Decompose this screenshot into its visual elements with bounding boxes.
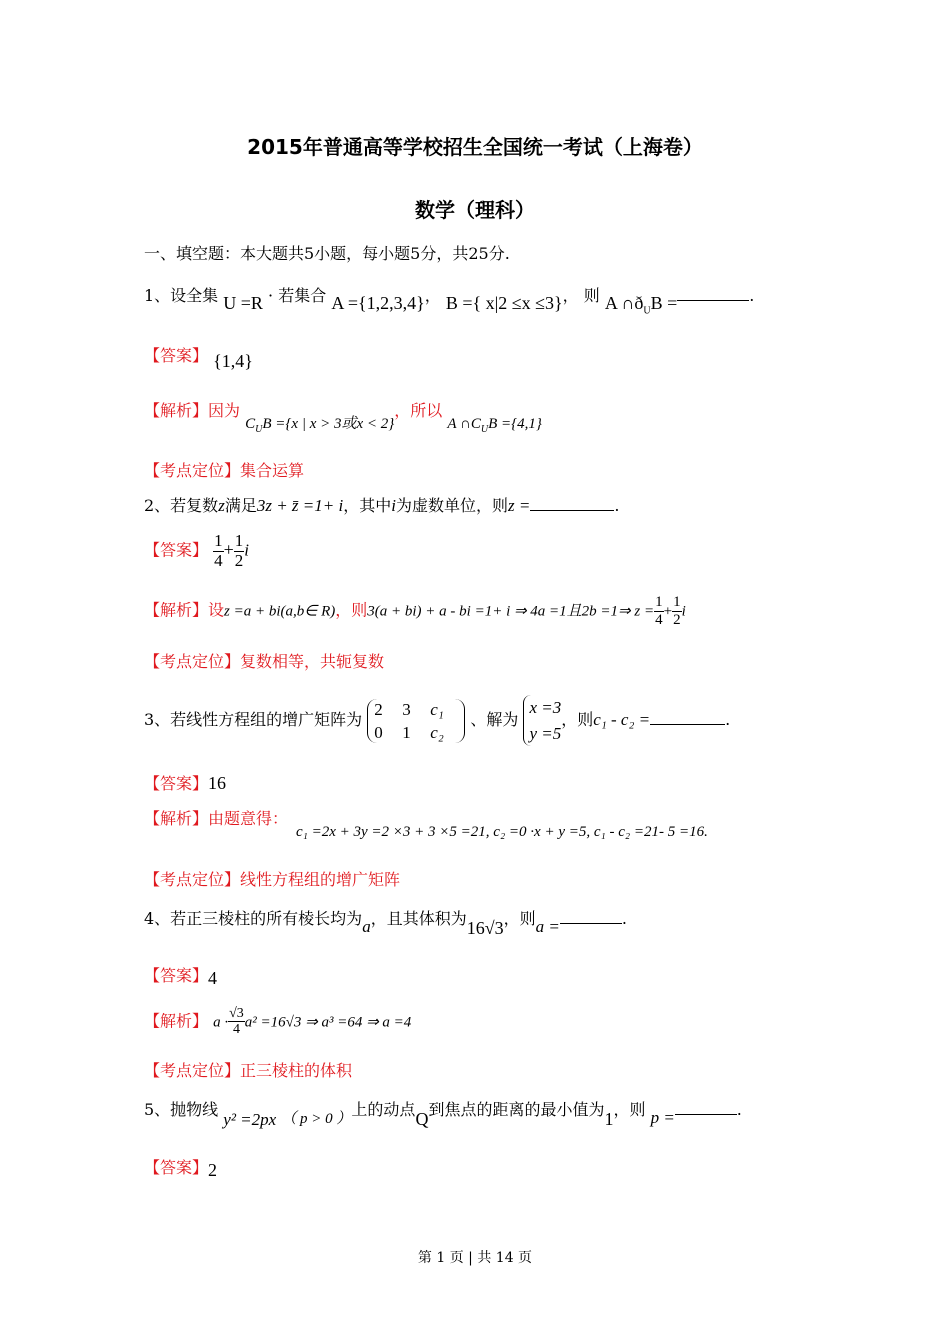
q1-math: B ={ x|2 ≤x ≤3} (445, 293, 563, 313)
fraction-numerator: 1 (234, 531, 244, 550)
topic-label: 【考点定位】 (144, 461, 241, 480)
question-1: 1、设全集 U =R · 若集合 A ={1,2,3,4}， B ={ x|2 ≤x ≤3}， 则 A $\cap ð_UB$ = . (144, 286, 755, 317)
matrix-cell: 0 (374, 722, 383, 742)
topic-text: 正三棱柱的体积 (240, 1061, 353, 1080)
analysis-math: B ={x | x > 3或x < 2} (262, 416, 395, 432)
answer-label: 【答案】 (144, 540, 209, 560)
q5-text: 到焦点的距离的最小值为 (428, 1100, 605, 1119)
fraction-denominator: 4 (655, 611, 663, 628)
analysis-math: z =a + bi(a,b∈ R) (224, 603, 336, 620)
q5-text: 5、抛物线 (144, 1100, 219, 1119)
question-5: 5、抛物线 y² =2px （ p > 0 ）上的动点Q到焦点的距离的最小值为1，则 p = . (144, 1100, 742, 1129)
q2-text: ，其中 (343, 496, 392, 515)
answer-math: i (244, 540, 249, 560)
analysis-label: 【解析】 (144, 1011, 209, 1031)
topic-label: 【考点定位】 (144, 1061, 241, 1080)
q3-math: c₁ - c₂ = (593, 710, 651, 729)
equation: x =3 (529, 698, 562, 717)
answer-value: 16 (208, 773, 227, 793)
q4-math: a = (535, 917, 560, 936)
q1-math: A ∩ð (604, 293, 644, 313)
topic-text: 线性方程组的增广矩阵 (240, 870, 401, 889)
page-subtitle: 数学（理科） (415, 198, 535, 222)
analysis-text: 由题意得： (208, 809, 289, 828)
q1-topic (144, 463, 304, 479)
q5-math: Q (415, 1109, 429, 1129)
augmented-matrix (367, 699, 465, 743)
q1-text: 则 (583, 286, 600, 305)
analysis-math: A ∩C (447, 416, 481, 432)
q2-text: 2、若复数 (144, 496, 219, 515)
topic-label: 【考点定位】 (144, 870, 241, 889)
q3-analysis (144, 811, 288, 827)
fraction-numerator: 1 (214, 531, 223, 550)
section-heading: 一、填空题：本大题共5小题，每小题5分，共25分. (144, 244, 510, 263)
q3-text: ，则 (561, 710, 594, 729)
q2-math: z (218, 496, 225, 515)
fraction-numerator: 1 (673, 594, 681, 610)
answer-label: 【答案】 (144, 774, 209, 793)
q3-text: 3、若线性方程组的增广矩阵为 (144, 710, 363, 729)
q5-math: （ p > 0 ） (281, 1111, 352, 1127)
answer-value: 4 (208, 968, 218, 988)
q4-topic (144, 1063, 352, 1079)
q3-blank (650, 724, 725, 725)
question-2: 2、若复数z满足3z + z̄ =1+ i，其中i为虚数单位，则z = . (144, 496, 620, 515)
analysis-math: c₁ =2x + 3y =2 ×3 + 3 ×5 =21, c₂ =0 ·x + y =5, c₁ - c₂ =21- 5 =16. (296, 824, 708, 840)
question-4: 4、若正三棱柱的所有棱长均为a，且其体积为16√3，则a = . (144, 909, 627, 938)
q4-math: a (362, 917, 371, 936)
analysis-sub: U (480, 424, 489, 435)
q5-answer (144, 1158, 218, 1180)
topic-text: 集合运算 (240, 461, 305, 480)
q3-topic (144, 872, 400, 888)
q5-math: p = (650, 1108, 675, 1127)
q3-text: 、解为 (470, 710, 519, 729)
answer-label: 【答案】 (144, 346, 209, 365)
q3-answer (144, 774, 226, 792)
answer-value: 2 (208, 1160, 218, 1180)
q1-text: 若集合 (278, 286, 327, 305)
fraction-denominator: 4 (214, 550, 223, 570)
analysis-text: ，则 (335, 600, 368, 620)
topic-text: 复数相等，共轭复数 (240, 652, 385, 671)
q5-math: y² =2px (223, 1110, 277, 1129)
q1-answer (144, 346, 253, 371)
fraction-denominator: 4 (232, 1022, 240, 1038)
q4-math: 16√3 (466, 918, 504, 938)
q4-answer (144, 966, 218, 988)
q2-analysis (144, 594, 686, 628)
analysis-math: a² =16√3 ⇒ a³ =64 ⇒ a =4 (244, 1014, 412, 1031)
q2-text: 满足 (224, 496, 257, 515)
q1-analysis (144, 401, 542, 435)
analysis-label: 【解析】 (144, 809, 209, 828)
matrix-cell: 3 (402, 699, 411, 719)
analysis-math: 3(a + bi) + a - bi =1+ i ⇒ 4a =1且2b =1⇒ z = (367, 603, 655, 620)
fraction-denominator: 2 (673, 611, 681, 628)
fraction-numerator: 1 (655, 594, 663, 610)
answer-value: {1,4} (213, 351, 253, 371)
q4-text: 4、若正三棱柱的所有棱长均为 (144, 909, 363, 928)
page-title: 2015年普通高等学校招生全国统一考试（上海卷） (247, 135, 703, 159)
analysis-math: + (663, 603, 673, 620)
q1-text: 1、设全集 (144, 286, 219, 305)
equation: y =5 (529, 723, 562, 743)
q1-math: A ={1,2,3,4} (331, 293, 425, 313)
q4-text: ，且其体积为 (370, 909, 467, 928)
analysis-math: i (681, 603, 686, 620)
fraction-numerator: √3 (229, 1006, 244, 1021)
q2-answer (144, 532, 249, 570)
q5-text: 上的动点 (351, 1100, 416, 1119)
answer-label: 【答案】 (144, 966, 209, 985)
analysis-text: ，所以 (394, 401, 443, 420)
answer-math: + (223, 539, 234, 560)
q1-math: B = (650, 293, 678, 313)
q2-topic (144, 654, 384, 670)
q5-math: 1 (604, 1109, 614, 1129)
analysis-text: 因为 (208, 401, 241, 420)
q2-math: z = (507, 496, 531, 515)
q5-text: ，则 (613, 1100, 646, 1119)
topic-label: 【考点定位】 (144, 652, 241, 671)
analysis-math: B ={4,1} (488, 416, 542, 432)
q1-blank (677, 300, 749, 301)
analysis-label: 【解析】 (144, 401, 209, 420)
q2-blank (530, 510, 614, 511)
q1-math: U =R (223, 293, 263, 313)
q2-math: 3z + z̄ =1+ i (256, 496, 344, 515)
q4-analysis (144, 1006, 411, 1038)
q2-text: 为虚数单位，则 (395, 496, 508, 515)
q3-analysis-math (296, 823, 708, 840)
question-3: 3、若线性方程组的增广矩阵为 2 3 c₁ 0 1 c₂ 、解为 x =3 y =5 ，则c₁ - c₂ = . (144, 695, 730, 746)
matrix-cell: c₁ (430, 699, 444, 719)
matrix-cell: 2 (374, 699, 383, 719)
matrix-cell: c₂ (430, 722, 444, 742)
analysis-sub: U (255, 424, 263, 435)
matrix-cell: 1 (402, 722, 411, 742)
q5-blank (675, 1114, 737, 1115)
q4-text: ，则 (503, 909, 536, 928)
analysis-label: 【解析】 (144, 600, 209, 620)
analysis-math: a · (213, 1014, 229, 1031)
equation-system (523, 695, 561, 746)
fraction-denominator: 2 (234, 550, 244, 570)
answer-label: 【答案】 (144, 1158, 209, 1177)
page-footer: 第 1 页 | 共 14 页 (417, 1250, 533, 1266)
q1-sub: U (643, 305, 651, 317)
q4-blank (560, 923, 622, 924)
analysis-math: C (245, 416, 256, 432)
analysis-text: 设 (208, 600, 225, 620)
q2-math: i (391, 496, 396, 515)
